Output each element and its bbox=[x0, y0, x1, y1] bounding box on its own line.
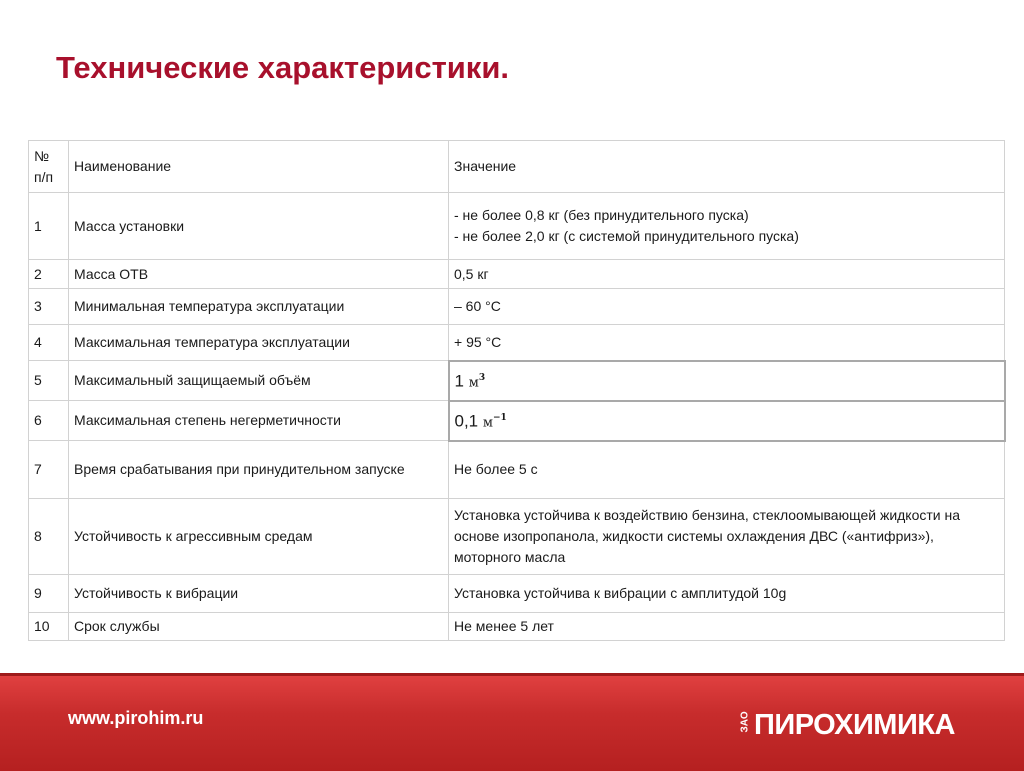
row-value: + 95 °С bbox=[449, 325, 1005, 361]
row-name: Максимальная температура эксплуатации bbox=[69, 325, 449, 361]
row-value-line: - не более 0,8 кг (без принудительного пуска) bbox=[454, 207, 749, 223]
row-num: 7 bbox=[29, 441, 69, 499]
row-value: Установка устойчива к воздействию бензина, стеклоомывающей жидкости на основе изопропанола, жидкости системы охлаждения ДВС («антифриз»), моторного масла bbox=[449, 499, 1005, 575]
row-name: Минимальная температура эксплуатации bbox=[69, 289, 449, 325]
value-unit: м bbox=[482, 415, 493, 431]
row-num: 1 bbox=[29, 193, 69, 260]
row-num: 2 bbox=[29, 260, 69, 289]
row-num: 3 bbox=[29, 289, 69, 325]
row-num: 4 bbox=[29, 325, 69, 361]
row-value bbox=[449, 193, 1005, 260]
table-row bbox=[29, 193, 1005, 260]
row-value: 0,5 кг bbox=[449, 260, 1005, 289]
row-name: Масса ОТВ bbox=[69, 260, 449, 289]
row-num: 5 bbox=[29, 361, 69, 401]
table-row bbox=[29, 575, 1005, 613]
table-row bbox=[29, 441, 1005, 499]
logo-prefix: ЗАО bbox=[739, 710, 751, 732]
row-value: Не менее 5 лет bbox=[449, 613, 1005, 641]
table-row bbox=[29, 499, 1005, 575]
company-logo bbox=[738, 705, 955, 745]
row-value-formula bbox=[449, 401, 1005, 441]
row-value: Не более 5 с bbox=[449, 441, 1005, 499]
row-name: Устойчивость к агрессивным средам bbox=[69, 499, 449, 575]
row-name: Максимальная степень негерметичности bbox=[69, 401, 449, 441]
value-number: 0,1 bbox=[454, 411, 479, 431]
row-name: Срок службы bbox=[69, 613, 449, 641]
row-value: – 60 °С bbox=[449, 289, 1005, 325]
row-value-formula bbox=[449, 361, 1005, 401]
table-row bbox=[29, 289, 1005, 325]
table-row bbox=[29, 401, 1005, 441]
row-num: 8 bbox=[29, 499, 69, 575]
logo-name: ПИРОХИМИКА bbox=[754, 708, 955, 741]
value-exponent: 3 bbox=[478, 372, 486, 383]
page-title: Технические характеристики. bbox=[56, 50, 509, 85]
table-row bbox=[29, 361, 1005, 401]
header-value: Значение bbox=[449, 141, 1005, 193]
row-num: 6 bbox=[29, 401, 69, 441]
value-exponent: −1 bbox=[493, 412, 507, 423]
row-name: Масса установки bbox=[69, 193, 449, 260]
value-unit: м bbox=[468, 375, 479, 391]
value-number: 1 bbox=[454, 371, 464, 391]
row-value: Установка устойчива к вибрации с амплитудой 10g bbox=[449, 575, 1005, 613]
header-name: Наименование bbox=[69, 141, 449, 193]
row-value-line: - не более 2,0 кг (с системой принудительного пуска) bbox=[454, 228, 799, 244]
table-header-row bbox=[29, 141, 1005, 193]
row-name: Устойчивость к вибрации bbox=[69, 575, 449, 613]
website-link[interactable]: www.pirohim.ru bbox=[68, 708, 204, 728]
table-row bbox=[29, 260, 1005, 289]
specifications-table bbox=[28, 140, 1006, 641]
row-name: Время срабатывания при принудительном запуске bbox=[69, 441, 449, 499]
row-num: 9 bbox=[29, 575, 69, 613]
row-name: Максимальный защищаемый объём bbox=[69, 361, 449, 401]
table-row bbox=[29, 325, 1005, 361]
row-num: 10 bbox=[29, 613, 69, 641]
table-row bbox=[29, 613, 1005, 641]
header-num: № п/п bbox=[29, 141, 69, 193]
